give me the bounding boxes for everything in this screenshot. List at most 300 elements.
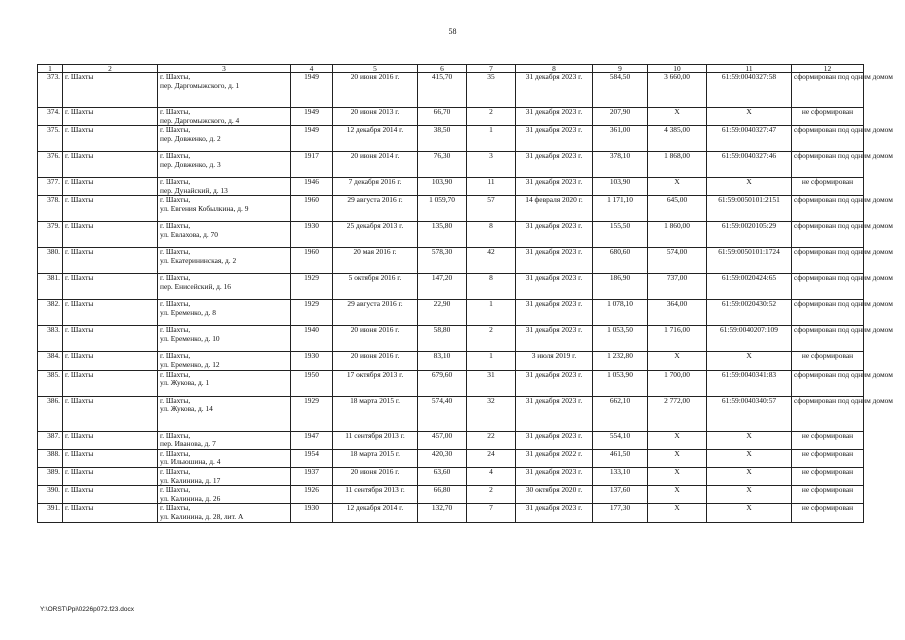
- value-cell: 645,00: [648, 196, 707, 222]
- cadastral-number-cell: 61:59:0020105:29: [707, 222, 792, 248]
- row-number: 387.: [38, 431, 63, 449]
- address-line-1: г. Шахты,: [160, 125, 191, 135]
- row-number: 375.: [38, 126, 63, 152]
- area-cell: 58,80: [418, 326, 467, 352]
- date-cell: 11 сентября 2013 г.: [333, 431, 418, 449]
- date-cell: 12 декабря 2014 г.: [333, 504, 418, 522]
- address-line-2: пер. Иванова, д. 7: [160, 439, 216, 449]
- value-cell: 574,00: [648, 248, 707, 274]
- column-header: 7: [467, 65, 516, 73]
- row-number: 373.: [38, 73, 63, 108]
- count-cell: 2: [467, 326, 516, 352]
- column-header: 10: [648, 65, 707, 73]
- end-date-cell: 31 декабря 2022 г.: [516, 449, 593, 467]
- count-cell: 32: [467, 396, 516, 431]
- status-cell: сформирован под одним домом: [792, 152, 864, 178]
- table-row: [38, 467, 864, 485]
- value-cell: 1 700,00: [648, 370, 707, 396]
- address-cell: [158, 152, 291, 178]
- table-row: [38, 73, 864, 108]
- year-cell: 1929: [291, 300, 333, 326]
- row-number: 389.: [38, 467, 63, 485]
- row-number: 385.: [38, 370, 63, 396]
- row-number: 391.: [38, 504, 63, 522]
- area-cell: 66,70: [418, 108, 467, 126]
- year-cell: 1960: [291, 248, 333, 274]
- status-cell: сформирован под одним домом: [792, 73, 864, 108]
- end-date-cell: 14 февраля 2020 г.: [516, 196, 593, 222]
- cadastral-number-cell: 61:59:0020430:52: [707, 300, 792, 326]
- address-line-2: пер. Дунайский, д. 13: [160, 185, 228, 195]
- address-cell: [158, 396, 291, 431]
- date-cell: 29 августа 2016 г.: [333, 196, 418, 222]
- column-header: 2: [63, 65, 158, 73]
- row-number: 380.: [38, 248, 63, 274]
- year-cell: 1949: [291, 73, 333, 108]
- area-cell: 574,40: [418, 396, 467, 431]
- count-cell: 1: [467, 352, 516, 370]
- date-cell: 18 марта 2015 г.: [333, 449, 418, 467]
- area-cell: 578,30: [418, 248, 467, 274]
- value-cell: X: [648, 108, 707, 126]
- value-cell: 137,60: [593, 486, 648, 504]
- address-cell: [158, 326, 291, 352]
- city-cell: г. Шахты: [63, 222, 158, 248]
- table-row: [38, 248, 864, 274]
- table-row: [38, 486, 864, 504]
- value-cell: 1 171,10: [593, 196, 648, 222]
- value-cell: X: [648, 486, 707, 504]
- cadastral-number-cell: 61:59:0040327:46: [707, 152, 792, 178]
- address-line-1: г. Шахты,: [160, 72, 191, 81]
- address-line-1: г. Шахты,: [160, 221, 191, 231]
- address-line-2: ул. Калинина, д. 28, лит. А: [160, 511, 244, 521]
- year-cell: 1940: [291, 326, 333, 352]
- year-cell: 1929: [291, 274, 333, 300]
- value-cell: 3 660,00: [648, 73, 707, 108]
- row-number: 379.: [38, 222, 63, 248]
- date-cell: 12 декабря 2014 г.: [333, 126, 418, 152]
- address-line-2: ул. Еременко, д. 10: [160, 333, 220, 343]
- table-row: [38, 178, 864, 196]
- value-cell: 1 078,10: [593, 300, 648, 326]
- address-line-2: пер. Довженко, д. 3: [160, 159, 221, 169]
- address-cell: [158, 431, 291, 449]
- city-cell: г. Шахты: [63, 486, 158, 504]
- cadastral-number-cell: X: [707, 467, 792, 485]
- date-cell: 20 июня 2014 г.: [333, 152, 418, 178]
- address-cell: [158, 467, 291, 485]
- status-cell: не сформирован: [792, 352, 864, 370]
- register-table: [37, 64, 893, 523]
- status-cell: сформирован под одним домом: [792, 370, 864, 396]
- address-cell: [158, 370, 291, 396]
- status-cell: сформирован под одним домом: [792, 196, 864, 222]
- cadastral-number-cell: 61:59:0040327:58: [707, 73, 792, 108]
- value-cell: X: [648, 431, 707, 449]
- status-cell: не сформирован: [792, 467, 864, 485]
- address-line-1: г. Шахты,: [160, 177, 191, 187]
- address-line-2: ул. Жукова, д. 14: [160, 404, 213, 414]
- city-cell: г. Шахты: [63, 449, 158, 467]
- status-cell: не сформирован: [792, 449, 864, 467]
- value-cell: 177,30: [593, 504, 648, 522]
- date-cell: 5 октября 2016 г.: [333, 274, 418, 300]
- end-date-cell: 31 декабря 2023 г.: [516, 248, 593, 274]
- table-row: [38, 300, 864, 326]
- table-row: [38, 396, 864, 431]
- address-cell: [158, 108, 291, 126]
- end-date-cell: 31 декабря 2023 г.: [516, 152, 593, 178]
- address-cell: [158, 504, 291, 522]
- table-row: [38, 222, 864, 248]
- count-cell: 3: [467, 152, 516, 178]
- value-cell: 1 860,00: [648, 222, 707, 248]
- address-line-2: пер. Довженко, д. 2: [160, 133, 221, 143]
- column-header: 5: [333, 65, 418, 73]
- value-cell: 186,90: [593, 274, 648, 300]
- city-cell: г. Шахты: [63, 326, 158, 352]
- table-row: [38, 326, 864, 352]
- end-date-cell: 31 декабря 2023 г.: [516, 300, 593, 326]
- value-cell: 378,10: [593, 152, 648, 178]
- city-cell: г. Шахты: [63, 274, 158, 300]
- table-row: [38, 152, 864, 178]
- address-line-1: г. Шахты,: [160, 395, 191, 405]
- count-cell: 11: [467, 178, 516, 196]
- area-cell: 415,70: [418, 73, 467, 108]
- area-cell: 457,00: [418, 431, 467, 449]
- value-cell: 207,90: [593, 108, 648, 126]
- cadastral-number-cell: 61:59:0040341:83: [707, 370, 792, 396]
- cadastral-number-cell: 61:59:0040207:109: [707, 326, 792, 352]
- address-line-2: ул. Евлахова, д. 70: [160, 229, 218, 239]
- value-cell: 155,50: [593, 222, 648, 248]
- city-cell: г. Шахты: [63, 73, 158, 108]
- city-cell: г. Шахты: [63, 152, 158, 178]
- year-cell: 1930: [291, 352, 333, 370]
- row-number: 377.: [38, 178, 63, 196]
- status-cell: сформирован под одним домом: [792, 274, 864, 300]
- value-cell: X: [648, 504, 707, 522]
- cadastral-number-cell: X: [707, 449, 792, 467]
- city-cell: г. Шахты: [63, 370, 158, 396]
- address-line-2: пер. Даргомыжского, д. 1: [160, 80, 240, 90]
- value-cell: 2 772,00: [648, 396, 707, 431]
- status-cell: не сформирован: [792, 504, 864, 522]
- area-cell: 420,30: [418, 449, 467, 467]
- area-cell: 66,80: [418, 486, 467, 504]
- value-cell: 4 385,00: [648, 126, 707, 152]
- end-date-cell: 31 декабря 2023 г.: [516, 396, 593, 431]
- address-line-1: г. Шахты,: [160, 466, 191, 476]
- value-cell: 461,50: [593, 449, 648, 467]
- year-cell: 1949: [291, 108, 333, 126]
- year-cell: 1930: [291, 504, 333, 522]
- address-line-2: пер. Даргомыжского, д. 4: [160, 115, 240, 125]
- end-date-cell: 31 декабря 2023 г.: [516, 108, 593, 126]
- area-cell: 147,20: [418, 274, 467, 300]
- value-cell: X: [648, 352, 707, 370]
- date-cell: 18 марта 2015 г.: [333, 396, 418, 431]
- end-date-cell: 31 декабря 2023 г.: [516, 126, 593, 152]
- page-number: 58: [448, 27, 457, 36]
- row-number: 378.: [38, 196, 63, 222]
- end-date-cell: 31 декабря 2023 г.: [516, 73, 593, 108]
- address-cell: [158, 248, 291, 274]
- value-cell: 1 868,00: [648, 152, 707, 178]
- city-cell: г. Шахты: [63, 196, 158, 222]
- date-cell: 7 декабря 2016 г.: [333, 178, 418, 196]
- count-cell: 8: [467, 274, 516, 300]
- cadastral-number-cell: 61:59:0050101:1724: [707, 248, 792, 274]
- area-cell: 38,50: [418, 126, 467, 152]
- count-cell: 7: [467, 504, 516, 522]
- year-cell: 1947: [291, 431, 333, 449]
- cadastral-number-cell: X: [707, 108, 792, 126]
- address-line-2: пер. Енисейский, д. 16: [160, 281, 231, 291]
- end-date-cell: 31 декабря 2023 г.: [516, 431, 593, 449]
- value-cell: 662,10: [593, 396, 648, 431]
- city-cell: г. Шахты: [63, 248, 158, 274]
- table-row: [38, 126, 864, 152]
- status-cell: сформирован под одним домом: [792, 300, 864, 326]
- address-line-1: г. Шахты,: [160, 430, 191, 440]
- address-line-1: г. Шахты,: [160, 151, 191, 161]
- count-cell: 22: [467, 431, 516, 449]
- status-cell: не сформирован: [792, 486, 864, 504]
- count-cell: 1: [467, 300, 516, 326]
- city-cell: г. Шахты: [63, 352, 158, 370]
- status-cell: сформирован под одним домом: [792, 248, 864, 274]
- year-cell: 1937: [291, 467, 333, 485]
- cadastral-number-cell: X: [707, 486, 792, 504]
- cadastral-number-cell: X: [707, 431, 792, 449]
- address-line-2: ул. Жукова, д. 1: [160, 378, 210, 388]
- row-number: 381.: [38, 274, 63, 300]
- address-line-2: ул. Ильюшина, д. 4: [160, 457, 221, 467]
- year-cell: 1926: [291, 486, 333, 504]
- address-line-1: г. Шахты,: [160, 448, 191, 458]
- row-number: 386.: [38, 396, 63, 431]
- date-cell: 20 июня 2016 г.: [333, 352, 418, 370]
- row-number: 390.: [38, 486, 63, 504]
- count-cell: 8: [467, 222, 516, 248]
- count-cell: 35: [467, 73, 516, 108]
- date-cell: 17 октября 2013 г.: [333, 370, 418, 396]
- date-cell: 25 декабря 2013 г.: [333, 222, 418, 248]
- address-line-2: ул. Еременко, д. 12: [160, 359, 220, 369]
- year-cell: 1949: [291, 126, 333, 152]
- area-cell: 76,30: [418, 152, 467, 178]
- value-cell: 584,50: [593, 73, 648, 108]
- table-row: [38, 449, 864, 467]
- area-cell: 1 059,70: [418, 196, 467, 222]
- value-cell: 554,10: [593, 431, 648, 449]
- count-cell: 4: [467, 467, 516, 485]
- cadastral-number-cell: X: [707, 178, 792, 196]
- count-cell: 31: [467, 370, 516, 396]
- area-cell: 63,60: [418, 467, 467, 485]
- cadastral-number-cell: X: [707, 504, 792, 522]
- value-cell: 361,00: [593, 126, 648, 152]
- value-cell: X: [648, 178, 707, 196]
- end-date-cell: 31 декабря 2023 г.: [516, 274, 593, 300]
- end-date-cell: 30 октября 2020 г.: [516, 486, 593, 504]
- file-path: Y:\ORST\Ppi\0226p072.f23.docx: [40, 606, 134, 613]
- address-cell: [158, 196, 291, 222]
- address-line-2: ул. Калинина, д. 17: [160, 475, 221, 485]
- end-date-cell: 31 декабря 2023 г.: [516, 326, 593, 352]
- date-cell: 20 июня 2016 г.: [333, 326, 418, 352]
- cadastral-number-cell: 61:59:0050101:2151: [707, 196, 792, 222]
- date-cell: 20 июня 2013 г.: [333, 108, 418, 126]
- area-cell: 103,90: [418, 178, 467, 196]
- year-cell: 1930: [291, 222, 333, 248]
- value-cell: X: [648, 449, 707, 467]
- column-header: 12: [792, 65, 864, 73]
- status-cell: не сформирован: [792, 178, 864, 196]
- row-number: 388.: [38, 449, 63, 467]
- table-row: [38, 274, 864, 300]
- address-line-1: г. Шахты,: [160, 351, 191, 361]
- area-cell: 679,60: [418, 370, 467, 396]
- count-cell: 2: [467, 486, 516, 504]
- address-line-1: г. Шахты,: [160, 247, 191, 257]
- address-line-2: ул. Еременко, д. 8: [160, 307, 216, 317]
- area-cell: 135,80: [418, 222, 467, 248]
- end-date-cell: 31 декабря 2023 г.: [516, 504, 593, 522]
- value-cell: 1 232,80: [593, 352, 648, 370]
- end-date-cell: 3 июля 2019 г.: [516, 352, 593, 370]
- city-cell: г. Шахты: [63, 300, 158, 326]
- status-cell: сформирован под одним домом: [792, 326, 864, 352]
- cadastral-number-cell: 61:59:0040340:57: [707, 396, 792, 431]
- address-line-1: г. Шахты,: [160, 503, 191, 513]
- count-cell: 42: [467, 248, 516, 274]
- value-cell: X: [648, 467, 707, 485]
- column-header: 8: [516, 65, 593, 73]
- column-header: 3: [158, 65, 291, 73]
- area-cell: 83,10: [418, 352, 467, 370]
- address-line-1: г. Шахты,: [160, 107, 191, 116]
- address-cell: [158, 274, 291, 300]
- table-row: [38, 504, 864, 522]
- column-header: 11: [707, 65, 792, 73]
- city-cell: г. Шахты: [63, 396, 158, 431]
- table-row: [38, 196, 864, 222]
- column-header: 1: [38, 65, 63, 73]
- status-cell: сформирован под одним домом: [792, 126, 864, 152]
- value-cell: 737,00: [648, 274, 707, 300]
- year-cell: 1917: [291, 152, 333, 178]
- value-cell: 133,10: [593, 467, 648, 485]
- city-cell: г. Шахты: [63, 178, 158, 196]
- city-cell: г. Шахты: [63, 108, 158, 126]
- status-cell: не сформирован: [792, 431, 864, 449]
- date-cell: 20 июня 2016 г.: [333, 467, 418, 485]
- table-row: [38, 108, 864, 126]
- area-cell: 132,70: [418, 504, 467, 522]
- city-cell: г. Шахты: [63, 467, 158, 485]
- date-cell: 20 мая 2016 г.: [333, 248, 418, 274]
- date-cell: 20 июня 2016 г.: [333, 73, 418, 108]
- table-row: [38, 370, 864, 396]
- count-cell: 2: [467, 108, 516, 126]
- address-cell: [158, 352, 291, 370]
- address-cell: [158, 222, 291, 248]
- end-date-cell: 31 декабря 2023 г.: [516, 467, 593, 485]
- row-number: 383.: [38, 326, 63, 352]
- count-cell: 24: [467, 449, 516, 467]
- year-cell: 1950: [291, 370, 333, 396]
- column-header: 9: [593, 65, 648, 73]
- city-cell: г. Шахты: [63, 431, 158, 449]
- address-line-2: ул. Евгения Кобылкина, д. 9: [160, 203, 249, 213]
- year-cell: 1954: [291, 449, 333, 467]
- column-header: 6: [418, 65, 467, 73]
- end-date-cell: 31 декабря 2023 г.: [516, 222, 593, 248]
- status-cell: сформирован под одним домом: [792, 396, 864, 431]
- year-cell: 1946: [291, 178, 333, 196]
- address-line-1: г. Шахты,: [160, 299, 191, 309]
- status-cell: сформирован под одним домом: [792, 222, 864, 248]
- value-cell: 364,00: [648, 300, 707, 326]
- address-line-1: г. Шахты,: [160, 273, 191, 283]
- value-cell: 1 053,50: [593, 326, 648, 352]
- row-number: 384.: [38, 352, 63, 370]
- value-cell: 1 716,00: [648, 326, 707, 352]
- end-date-cell: 31 декабря 2023 г.: [516, 370, 593, 396]
- area-cell: 22,90: [418, 300, 467, 326]
- value-cell: 1 053,90: [593, 370, 648, 396]
- date-cell: 11 сентября 2013 г.: [333, 486, 418, 504]
- cadastral-number-cell: 61:59:0040327:47: [707, 126, 792, 152]
- address-cell: [158, 449, 291, 467]
- address-line-2: ул. Калинина, д. 26: [160, 493, 221, 503]
- date-cell: 29 августа 2016 г.: [333, 300, 418, 326]
- address-cell: [158, 300, 291, 326]
- cadastral-number-cell: X: [707, 352, 792, 370]
- year-cell: 1929: [291, 396, 333, 431]
- count-cell: 57: [467, 196, 516, 222]
- row-number: 374.: [38, 108, 63, 126]
- row-number: 376.: [38, 152, 63, 178]
- address-line-1: г. Шахты,: [160, 195, 191, 205]
- status-cell: не сформирован: [792, 108, 864, 126]
- year-cell: 1960: [291, 196, 333, 222]
- address-cell: [158, 73, 291, 108]
- table-row: [38, 352, 864, 370]
- value-cell: 103,90: [593, 178, 648, 196]
- value-cell: 680,60: [593, 248, 648, 274]
- city-cell: г. Шахты: [63, 126, 158, 152]
- address-line-2: ул. Екатерининская, д. 2: [160, 255, 237, 265]
- cadastral-number-cell: 61:59:0020424:65: [707, 274, 792, 300]
- address-line-1: г. Шахты,: [160, 325, 191, 335]
- address-line-1: г. Шахты,: [160, 369, 191, 379]
- city-cell: г. Шахты: [63, 504, 158, 522]
- end-date-cell: 31 декабря 2023 г.: [516, 178, 593, 196]
- column-header: 4: [291, 65, 333, 73]
- table-row: [38, 431, 864, 449]
- address-cell: [158, 178, 291, 196]
- row-number: 382.: [38, 300, 63, 326]
- address-cell: [158, 486, 291, 504]
- table-body: [38, 72, 893, 523]
- address-line-1: г. Шахты,: [160, 485, 191, 495]
- address-cell: [158, 126, 291, 152]
